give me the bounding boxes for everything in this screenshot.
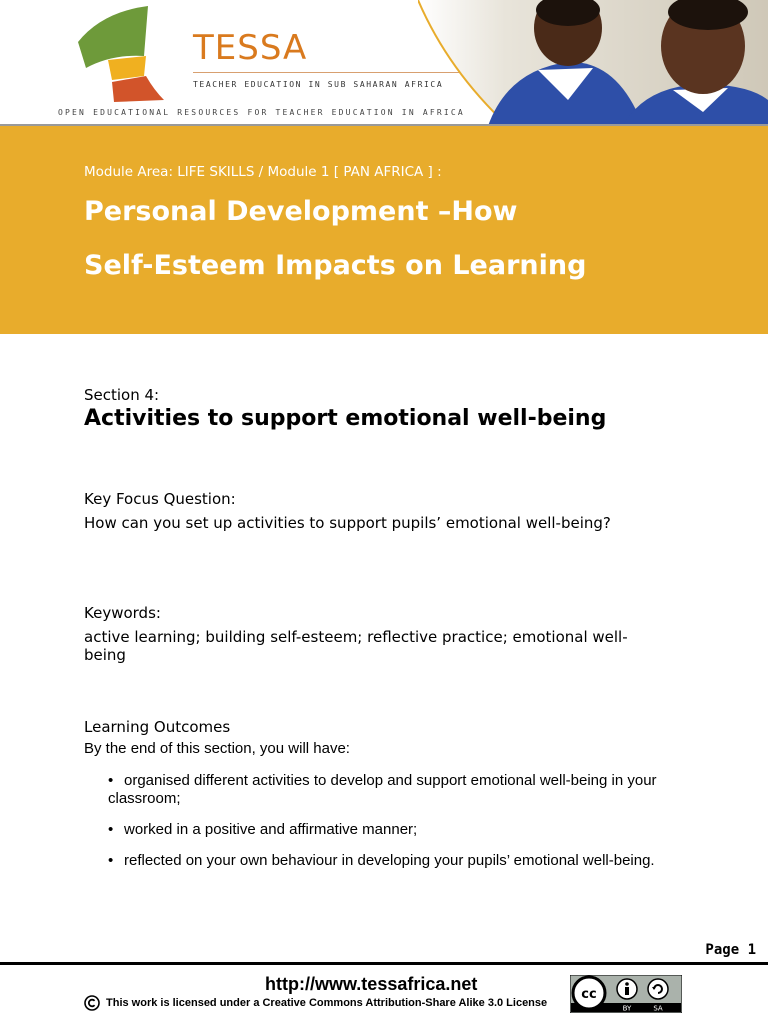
outcome-text: organised different activities to develop and support emotional well-being in your classroom; — [108, 772, 657, 807]
logo-subtitle: TEACHER EDUCATION IN SUB SAHARAN AFRICA — [193, 80, 444, 89]
bullet-icon: • — [108, 772, 114, 789]
bullet-icon: • — [108, 821, 114, 838]
license-text: This work is licensed under a Creative Commons Attribution-Share Alike 3.0 License — [106, 997, 548, 1009]
section-title: Activities to support emotional well-being — [84, 406, 607, 431]
logo-word: TESSA — [193, 28, 308, 68]
header-tagline: OPEN EDUCATIONAL RESOURCES FOR TEACHER EDUCATION IN AFRICA — [58, 108, 465, 117]
tessa-logo-icon — [72, 4, 182, 104]
section-label: Section 4: — [84, 386, 160, 404]
page-header — [0, 0, 768, 126]
svg-text:cc: cc — [581, 987, 597, 1002]
learning-outcomes-intro: By the end of this section, you will have: — [84, 740, 350, 757]
creative-commons-badge-icon[interactable] — [570, 975, 682, 1013]
learning-outcomes-label: Learning Outcomes — [84, 718, 231, 736]
copyright-icon — [84, 995, 100, 1011]
key-focus-question: How can you set up activities to support pupils’ emotional well-being? — [84, 514, 611, 532]
list-item — [108, 821, 688, 839]
students-photo — [418, 0, 768, 126]
page-number: Page 1 — [705, 942, 756, 958]
keywords-text: active learning; building self-esteem; reflective practice; emotional well-being — [84, 628, 628, 664]
module-area: Module Area: LIFE SKILLS / Module 1 [ PAN AFRICA ] : — [84, 164, 442, 180]
cc-sa-label: SA — [653, 1004, 663, 1013]
outcome-text: worked in a positive and affirmative manner; — [124, 821, 418, 838]
list-item — [108, 852, 688, 870]
bullet-icon: • — [108, 852, 114, 869]
footer-divider — [0, 962, 768, 965]
keywords-label: Keywords: — [84, 604, 161, 622]
document-title-line1: Personal Development –How — [84, 196, 518, 227]
document-title-line2: Self-Esteem Impacts on Learning — [84, 250, 587, 281]
footer-url-link[interactable]: http://www.tessafrica.net — [265, 974, 478, 994]
key-focus-label: Key Focus Question: — [84, 490, 236, 508]
outcome-text: reflected on your own behaviour in developing your pupils’ emotional well-being. — [124, 852, 655, 869]
cc-by-label: BY — [622, 1004, 632, 1013]
learning-outcomes-list — [108, 772, 688, 883]
title-banner — [0, 126, 768, 334]
list-item — [108, 772, 688, 808]
